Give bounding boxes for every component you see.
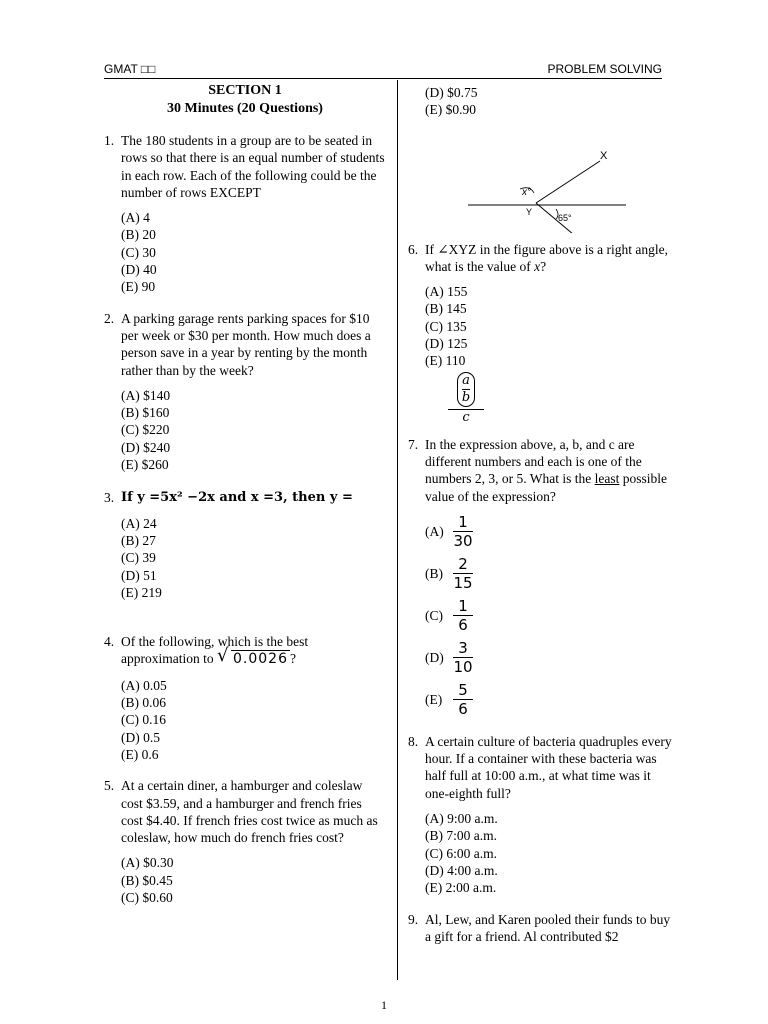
right-column <box>408 84 678 945</box>
expr-a: a <box>462 372 470 388</box>
expression <box>448 372 484 426</box>
option[interactable]: (E) 110 <box>425 353 466 369</box>
header-left: GMAT □□ <box>104 62 156 76</box>
option[interactable]: (B) 145 <box>425 301 467 317</box>
page-number: 1 <box>381 998 387 1012</box>
header-right: PROBLEM SOLVING <box>547 62 662 76</box>
option[interactable]: (D) 0.5 <box>121 729 160 745</box>
option[interactable]: (D) $\frac{3}{10}$ <box>425 639 473 677</box>
question-text: Of the following, which is the best approximation to <box>121 634 309 667</box>
question-2 <box>104 310 386 474</box>
square-root <box>216 645 290 668</box>
label-65: 65° <box>558 212 572 223</box>
option[interactable]: (A) 24 <box>121 515 157 531</box>
option[interactable]: (C) $\frac{1}{6}$ <box>425 595 678 637</box>
question-text: The 180 students in a group are to be seated in rows so that there is an equal number of students in each row. Each of the following could be the number of rows EXCEPT <box>121 133 385 200</box>
expr-b: b <box>461 389 471 405</box>
underlined-word: least <box>594 471 620 487</box>
option[interactable]: (A) $140 <box>121 387 171 403</box>
option[interactable]: (B) 7:00 a.m. <box>425 828 497 844</box>
question-text: A parking garage rents parking spaces for $10 per week or $30 per month. How much does a person save in a year by renting by the month rather than by the week? <box>121 310 371 378</box>
option[interactable]: (B) $\frac{2}{15}$ <box>425 555 473 593</box>
option[interactable]: (D) 40 <box>121 262 157 278</box>
question-5 <box>104 777 386 906</box>
question-3 <box>104 489 386 601</box>
question-number: 2. <box>104 310 115 326</box>
column-divider <box>397 80 398 980</box>
question-text: If ∠XYZ in the figure above is a right angle, what is the value of <box>425 241 668 274</box>
option[interactable]: (E) $260 <box>121 457 169 473</box>
question-number: 9. <box>408 911 419 927</box>
option[interactable]: (D) $0.75 <box>425 85 478 100</box>
question-text: In the expression above, a, b, and c are different numbers and each is one of the numbers 2, 3, or 5. What is the <box>425 436 642 487</box>
option[interactable]: (B) 0.06 <box>121 695 166 711</box>
option[interactable]: (A) 9:00 a.m. <box>425 811 498 827</box>
question-text: If y =5x² −2x and x =3, then y = <box>121 490 353 506</box>
option[interactable]: (B) 27 <box>121 532 156 548</box>
question-6 <box>408 241 678 370</box>
option[interactable]: (A) 4 <box>121 210 150 226</box>
question-number: 1. <box>104 133 115 148</box>
option[interactable]: (C) 0.16 <box>121 712 166 728</box>
option[interactable]: (D) 4:00 a.m. <box>425 862 498 878</box>
question-number: 4. <box>104 634 115 650</box>
option[interactable]: (B) $0.45 <box>121 872 173 888</box>
variable: x <box>534 258 541 274</box>
question-7 <box>408 436 678 721</box>
left-column <box>104 82 386 906</box>
option[interactable]: (E) 219 <box>121 584 162 600</box>
question-4 <box>104 633 386 763</box>
option[interactable]: (A) $\frac{1}{30}$ <box>425 513 473 551</box>
sqrt-icon: √ <box>216 645 229 667</box>
option[interactable]: (A) 155 <box>425 284 468 300</box>
question-end: ? <box>540 258 547 274</box>
option[interactable]: (E) 90 <box>121 279 156 295</box>
label-x-point: X <box>600 149 608 162</box>
option[interactable]: (C) 135 <box>425 318 467 334</box>
section-title: SECTION 1 <box>208 83 282 98</box>
option[interactable]: (C) $0.60 <box>121 889 173 905</box>
question-9 <box>408 911 678 946</box>
option[interactable]: (E) 2:00 a.m. <box>425 880 497 896</box>
question-end: possible value of the expression? <box>425 471 667 504</box>
option[interactable]: (D) 125 <box>425 336 468 352</box>
section-subtitle: 30 Minutes (20 Questions) <box>167 101 323 116</box>
option[interactable]: (C) 30 <box>121 244 156 260</box>
angle-figure <box>408 123 678 233</box>
option[interactable]: (C) $220 <box>121 422 170 438</box>
option[interactable]: (E) $0.90 <box>425 102 476 118</box>
option[interactable]: (D) 51 <box>121 567 157 583</box>
option[interactable]: (D) $240 <box>121 439 171 455</box>
question-number: 7. <box>408 436 419 452</box>
option[interactable]: (A) $0.30 <box>121 855 174 871</box>
label-y: Y <box>526 206 533 217</box>
question-number: 8. <box>408 733 419 749</box>
option[interactable]: (C) 39 <box>121 550 156 566</box>
header-rule <box>104 78 662 79</box>
option[interactable]: (A) 0.05 <box>121 677 167 693</box>
option[interactable]: (B) $160 <box>121 405 170 421</box>
question-number: 3. <box>104 490 115 506</box>
option[interactable]: (B) 20 <box>121 227 156 243</box>
question-text: At a certain diner, a hamburger and coleslaw cost $3.59, and a hamburger and french fries cost $4.40. If french fries cost twice as much as coleslaw, how much do french fries cost? <box>121 778 378 846</box>
question-8 <box>408 733 678 897</box>
option[interactable]: (E) 0.6 <box>121 746 159 762</box>
ray-yx <box>536 161 600 203</box>
label-x-angle: x° <box>522 186 531 198</box>
question-end: ? <box>289 651 296 667</box>
option[interactable]: (E) $\frac{5}{6}$ <box>425 679 678 721</box>
question-number: 5. <box>104 778 115 794</box>
question-1 <box>104 132 386 296</box>
question-text: A certain culture of bacteria quadruples every hour. If a container with these bacteria was half full at 10:00 a.m., at what time was it one-eighth full? <box>425 733 672 801</box>
question-text: Al, Lew, and Karen pooled their funds to buy a gift for a friend. Al contributed $2 <box>425 911 671 944</box>
question-number: 6. <box>408 241 419 257</box>
radicand: 0.0026 <box>232 651 288 668</box>
expr-c: c <box>448 409 484 426</box>
option[interactable]: (C) 6:00 a.m. <box>425 845 497 861</box>
